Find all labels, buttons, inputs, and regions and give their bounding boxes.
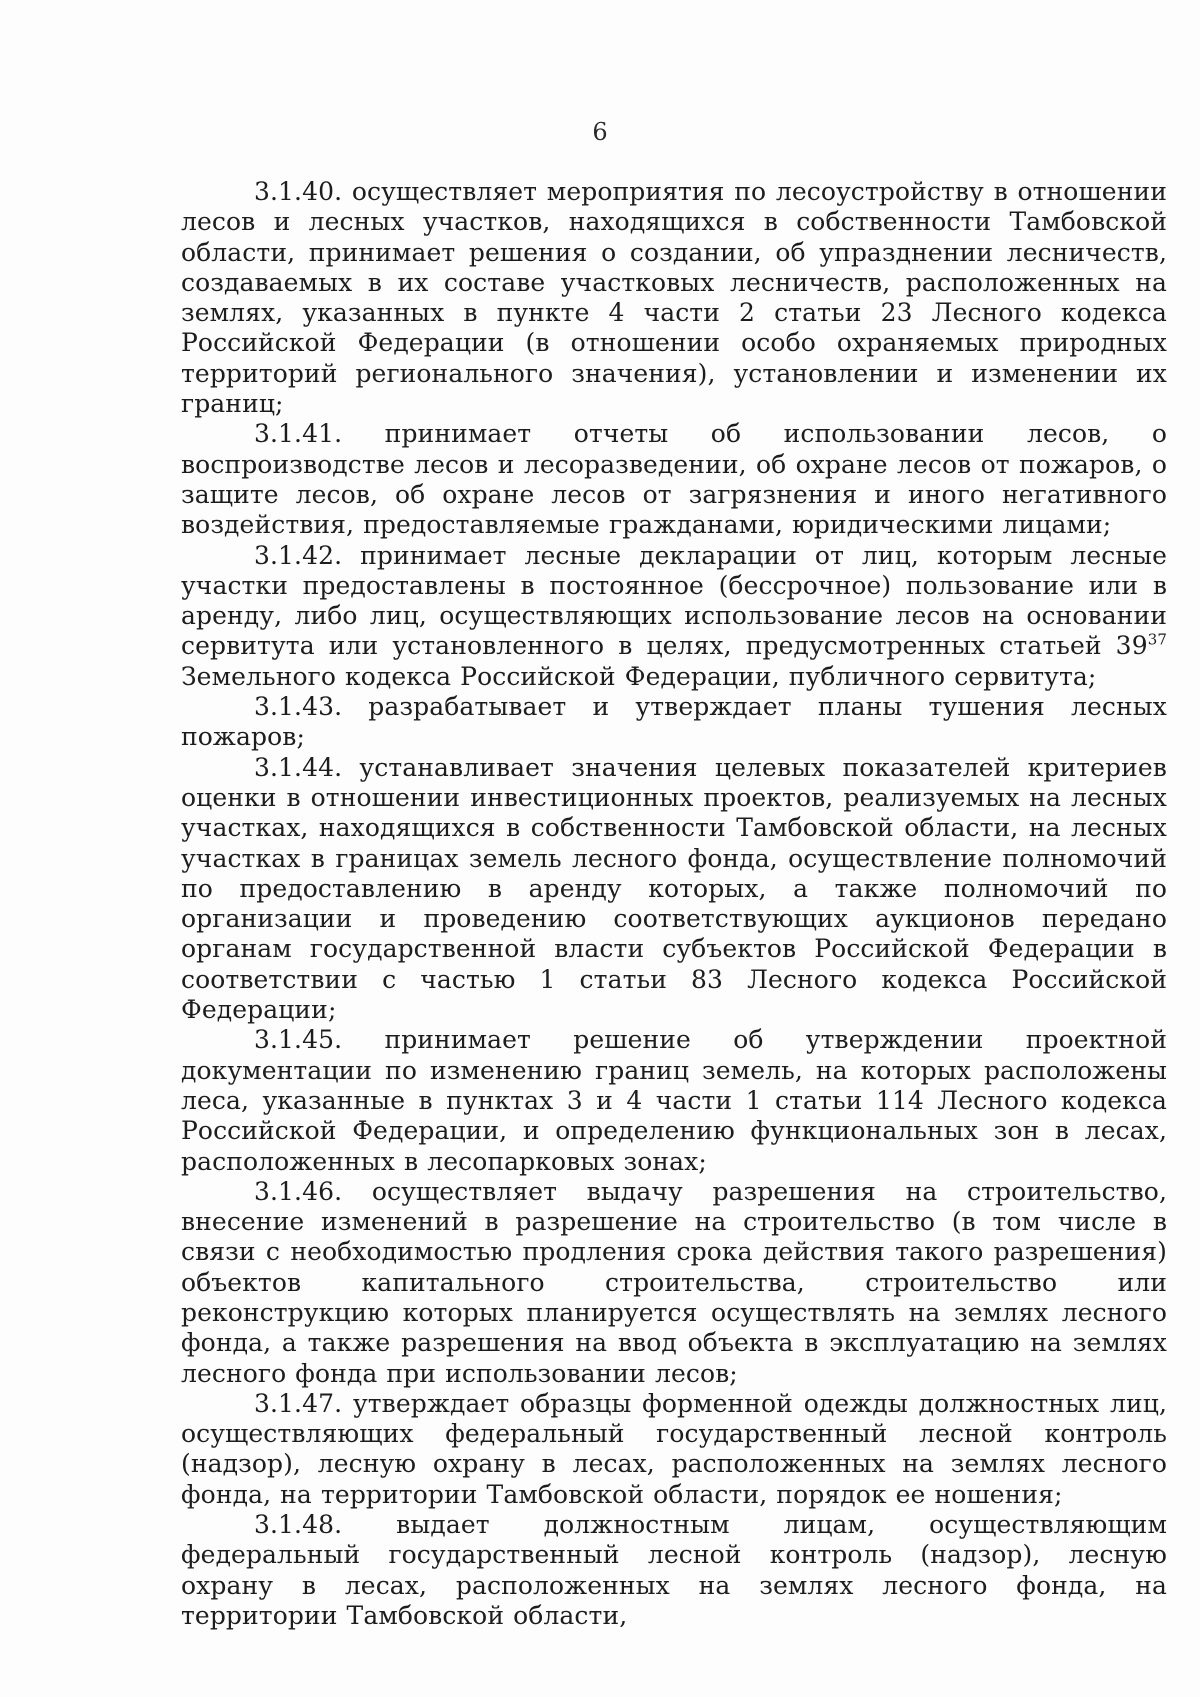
paragraph-3-1-40: 3.1.40. осуществляет мероприятия по лесоустройству в отношении лесов и лесных участков, находящихся в собственности Тамбовской области, принимает решения о создании, об упразднении лесничеств, создаваемых в их составе участковых лесничеств, расположенных на землях, указанных в пункте 4 части 2 статьи 23 Лесного кодекса Российской Федерации (в отношении особо охраняемых природных территорий регионального значения), установлении и изменении их границ; — [181, 177, 1167, 419]
paragraph-3-1-46: 3.1.46. осуществляет выдачу разрешения на строительство, внесение изменений в разрешение на строительство (в том числе в связи с необходимостью продления срока действия такого разрешения) объектов капитального строительства, строительство или реконструкцию которых планируется осуществлять на землях лесного фонда, а также разрешения на ввод объекта в эксплуатацию на землях лесного фонда при использовании лесов; — [181, 1176, 1167, 1388]
paragraph-3-1-43: 3.1.43. разрабатывает и утверждает планы тушения лесных пожаров; — [181, 692, 1167, 752]
paragraph-3-1-42-text-start: 3.1.42. принимает лесные декларации от лиц, которым лесные участки предоставлены в постоянное (бессрочное) пользование или в аренду, либо лиц, осуществляющих использование лесов на основании сервитута или установленного в целях, предусмотренных статьей 39 — [181, 540, 1167, 661]
paragraph-3-1-45: 3.1.45. принимает решение об утверждении проектной документации по изменению границ земель, на которых расположены леса, указанные в пунктах 3 и 4 части 1 статьи 114 Лесного кодекса Российской Федерации, и определению функциональных зон в лесах, расположенных в лесопарковых зонах; — [181, 1025, 1167, 1176]
document-body — [181, 177, 1167, 1631]
paragraph-3-1-42-text-end: Земельного кодекса Российской Федерации, публичного сервитута; — [181, 661, 1097, 691]
paragraph-3-1-41: 3.1.41. принимает отчеты об использовании лесов, о воспроизводстве лесов и лесоразведении, об охране лесов от пожаров, о защите лесов, об охране лесов от загрязнения и иного негативного воздействия, предоставляемые гражданами, юридическими лицами; — [181, 419, 1167, 540]
page-number: 6 — [592, 118, 608, 146]
paragraph-3-1-48: 3.1.48. выдает должностным лицам, осуществляющим федеральный государственный лесной контроль (надзор), лесную охрану в лесах, расположенных на землях лесного фонда, на территории Тамбовской области, — [181, 1510, 1167, 1630]
paragraph-3-1-47: 3.1.47. утверждает образцы форменной одежды должностных лиц, осуществляющих федеральный государственный лесной контроль (надзор), лесную охрану в лесах, расположенных на землях лесного фонда, на территории Тамбовской области, порядок ее ношения; — [181, 1388, 1167, 1509]
paragraph-3-1-44: 3.1.44. устанавливает значения целевых показателей критериев оценки в отношении инвестиционных проектов, реализуемых на лесных участках, находящихся в собственности Тамбовской области, на лесных участках в границах земель лесного фонда, осуществление полномочий по предоставлению в аренду которых, а также полномочий по организации и проведению соответствующих аукционов передано органам государственной власти субъектов Российской Федерации в соответствии с частью 1 статьи 83 Лесного кодекса Российской Федерации; — [181, 752, 1167, 1025]
article-superscript: 37 — [1147, 631, 1167, 650]
paragraph-3-1-42 — [181, 541, 1167, 692]
